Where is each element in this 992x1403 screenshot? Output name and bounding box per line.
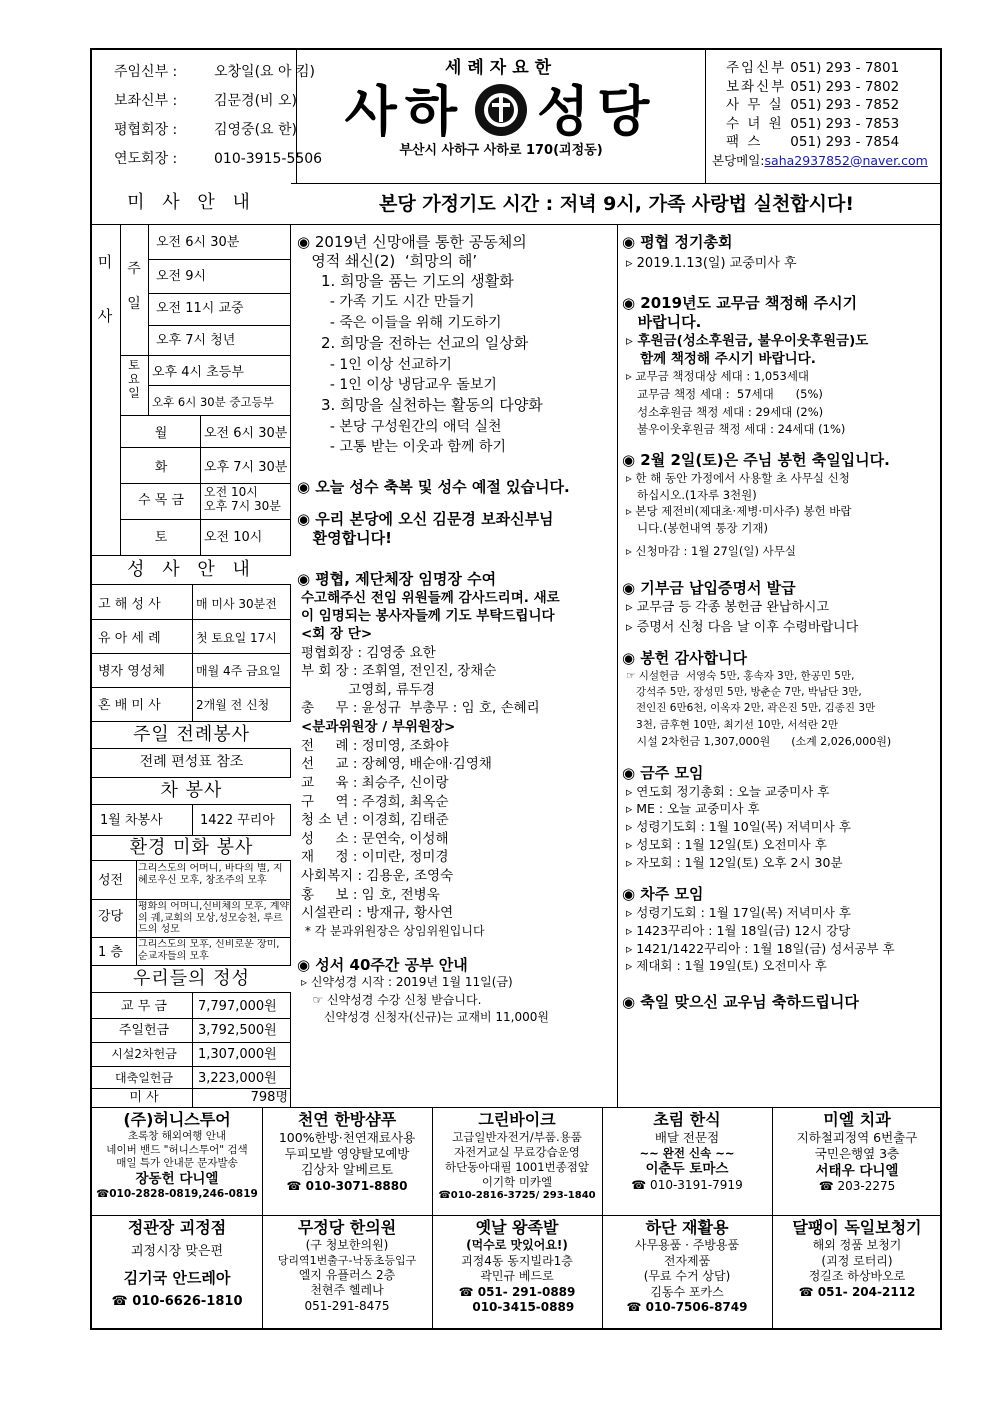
contact-row: 사 무 실 051) 293 - 7852 (726, 97, 900, 113)
staff-row: 연도회장 : 010-3915-5506 (114, 151, 323, 167)
sacrament-name: 혼 배 미 사 (98, 698, 161, 713)
section-title: ◉ 2019년도 교무금 책정해 주시기 바랍니다. (622, 294, 858, 331)
contact-row: 주임신부 051) 293 - 7801 (726, 60, 900, 76)
next-week-meetings: ▹ 성령기도회 : 1월 17일(목) 저녁미사 후 ▹ 1423꾸리아 : 1월 18일(금) 12시 강당 ▹ 1421/1422꾸리아 : 1월 18일(금) 성서공부 후 ▹ 제대회 : 1월 19일(토) 오전미사 후 (626, 905, 895, 974)
env-place: 성전 (98, 873, 124, 888)
ad-box: 그린바이크 고급일반자전거/부품.용품 자전거교실 무료강습운영 하단동아대필 1001번종점앞 이기학 미카엘 ☎010-2816-3725/ 293-1840 (438, 1110, 596, 1201)
sacrament-title: 성 사 안 내 (92, 555, 291, 585)
offering-amount: 7,797,000원 (198, 999, 277, 1014)
hope-list: 1. 희망을 품는 기도의 생활화 - 가족 기도 시간 만들기 - 죽은 이들을 위해 기도하기 2. 희망을 전하는 선교의 일상화 - 1인 이상 선교하기 - 1인 이상 냉담교우 돌보기 3. 희망을 실천하는 활동의 다양화 - 본당 구성원간의 애덕 실천 - 고통 받는 이웃과 함께 하기 (321, 271, 543, 456)
mass-time: 오전 6시 30분 (204, 426, 288, 441)
contact-info (706, 50, 942, 183)
email-row: 본당메일:saha2937852@naver.com (712, 152, 928, 168)
tea-month: 1월 차봉사 (100, 813, 163, 828)
env-place: 1 층 (98, 945, 123, 960)
parish-address: 부산시 사하구 사하로 170(괴정동) (399, 143, 603, 159)
env-place: 강당 (98, 909, 124, 924)
offering-name: 시설2차헌금 (111, 1047, 177, 1061)
offering-name: 대축일헌금 (115, 1071, 173, 1085)
weekday-label: 월 (154, 426, 168, 441)
ad-box: 옛날 왕족발 (먹수로 맛있어요!) 괴정4동 동지빌라1층 곽민규 베드로 ☎ 051- 291-0889 010-3415-0889 (458, 1218, 576, 1314)
contact-row: 팩 스 051) 293 - 7854 (726, 134, 900, 150)
staff-info (92, 50, 323, 183)
liturgy-text: 전례 편성표 참조 (139, 754, 244, 770)
staff-row: 주임신부 : 오창일(요 아 킴) (114, 64, 315, 80)
tea-title: 차 봉사 (92, 777, 291, 805)
weekday-label: 화 (154, 460, 168, 475)
ad-box: 미엘 치과 지하철괴정역 6번출구 국민은행옆 3층 서태우 다니엘 ☎ 203-2275 (796, 1110, 918, 1194)
tea-group: 1422 꾸리아 (200, 813, 275, 828)
offering-amount: 3,792,500원 (198, 1023, 277, 1038)
sunday-label: 주 일 (127, 261, 141, 312)
env-groups: 그리스도의 어머니, 바다의 별, 지혜로우신 모후, 창조주의 모후 (138, 863, 283, 886)
sacrament-name: 병자 영성체 (98, 664, 165, 679)
mass-time: 오전 6시 30분 (156, 235, 240, 250)
section-title: ◉ 우리 본당에 오신 김문경 보좌신부님 환영합니다! (297, 510, 554, 548)
mass-time: 오후 7시 청년 (156, 333, 236, 348)
sacrament-name: 유 아 세 례 (98, 631, 161, 646)
ad-box: 정관장 괴정점 괴정시장 맞은편 김기국 안드레아 ☎ 010-6626-1810 (111, 1218, 243, 1309)
staff-row: 평협회장 : 김영중(요 한) (114, 122, 297, 138)
section-title: ◉ 2월 2일(토)은 주님 봉헌 축일입니다. (622, 451, 890, 470)
mass-time: 오전 9시 (156, 269, 207, 284)
sacrament-time: 첫 토요일 17시 (196, 631, 277, 645)
offering-title: 우리들의 정성 (92, 965, 291, 993)
right-column (618, 225, 942, 1107)
banner-headline: 본당 가정기도 시간 : 저녁 9시, 가족 사랑법 실천합시다! (291, 183, 942, 225)
mass-time: 오후 4시 초등부 (152, 365, 244, 380)
appointment-intro: 수고해주신 전임 위원들께 감사드리며. 새로 이 임명되는 봉사자들께 기도 부탁드립니다 (301, 589, 560, 624)
weekday-label: 수 목 금 (138, 493, 184, 508)
parish-name: 사하 성당 (344, 79, 658, 144)
mass-side-label: 미 사 (97, 253, 113, 325)
section-title: ◉ 기부금 납입증명서 발급 (622, 579, 796, 598)
offering-name: 교 무 금 (121, 999, 167, 1014)
section-title: ◉ 오늘 성수 축복 및 성수 예절 있습니다. (297, 477, 570, 496)
staff-row: 보좌신부 : 김문경(비 오) (114, 93, 297, 109)
ad-box: (주)허니스투어 초록창 해외여행 안내 네이버 밴드 "허니스투어" 검색 매일 특가 안내문 문자발송 장동헌 다니엘 ☎010-2828-0819,246-0819 (96, 1110, 258, 1200)
ad-box: 무정당 한의원 (구 청보한의원) 당리역1번출구-낙동초등입구 엘지 유플러스 2층 천현주 헬레나 051-291-8475 (277, 1218, 417, 1314)
sacrament-name: 고 해 성 사 (98, 597, 161, 612)
donor-list: ☞ 시설헌금 서영숙 5만, 홍속자 3만, 한공민 5만, 강석주 5만, 장성민 5만, 방춘순 7만, 박남단 3만, 전인진 6만6천, 이옥자 2만, 곽은진 5만, 김종진 3만 3천, 금후현 10만, 최기선 10만, 서석란 2만 시설 2차헌금 1,307,000원 (소계 2,026,000원) (626, 669, 892, 748)
this-week-meetings: ▹ 연도회 정기총회 : 오늘 교중미사 후 ▹ ME : 오늘 교중미사 후 ▹ 성령기도회 : 1월 10일(목) 저녁미사 후 ▹ 성모회 : 1월 12일(토) 오전미사 후 ▹ 자모회 : 1월 12일(토) 오후 2시 30분 (626, 783, 851, 870)
section-title: ◉ 평협 정기총회 (622, 233, 733, 251)
ad-box: 달팽이 독일보청기 해외 정품 보청기 (괴정 로터리) 정길조 하상바오로 ☎ 051- 204-2112 (792, 1218, 922, 1299)
mass-time: 오전 10시 오후 7시 30분 (204, 485, 281, 514)
bulletin-page (90, 48, 942, 1330)
offering-amount: 3,223,000원 (198, 1071, 277, 1086)
section-title: ◉ 2019년 신망애를 통한 공동체의 영적 쇄신(2) ‘희망의 해’ (297, 233, 527, 270)
liturgy-title: 주일 전례봉사 (92, 721, 291, 749)
env-title: 환경 미화 봉사 (92, 835, 291, 861)
offering-name: 미 사 (129, 1090, 159, 1105)
offering-amount: 798명 (250, 1090, 288, 1105)
section-title: ◉ 평협, 제단체장 임명장 수여 (297, 569, 497, 588)
section-title: ◉ 축일 맞으신 교우님 축하드립니다 (622, 993, 859, 1012)
donation-cert-info: ▹ 교무금 등 각종 봉헌금 완납하시고 ▹ 증명서 신청 다음 날 이후 수령바랍니다 (626, 600, 859, 635)
notice-bold: ▹ 후원금(성소후원금, 불우이웃후원금)도 함께 책정해 주시기 바랍니다. (626, 332, 869, 367)
section-title: ◉ 차주 모임 (622, 885, 704, 904)
mass-time: 오전 10시 (204, 530, 263, 545)
mass-title: 미 사 안 내 (92, 183, 291, 225)
sacrament-time: 매 미사 30분전 (196, 597, 277, 611)
sacrament-time: 매월 4주 금요일 (196, 664, 281, 678)
mass-time: 오후 6시 30분 중고등부 (152, 395, 274, 409)
committee-list: <회 장 단> 평협회장 : 김영중 요한 부 회 장 : 조휘열, 전인진, 장채순 고영희, 류두경 총 무 : 윤성규 부총무 : 임 호, 손혜리 <분과위원장 / 부위원장> 전 례 : 정미영, 조화야 선 교 : 장혜영, 배순애·김영채 교 육 : 최승주, 신이랑 구 역 : 주경희, 최옥순 청 소 년 : 이경희, 김태준 성 소 : 문연숙, 이성해 재 정 : 이미란, 정미경 사회복지 : 김용운, 조영숙 홍 보 : 임 호, 전병욱 시설관리 : 방재규, 황사연 * 각 분과위원장은 상임위원입니다 (301, 625, 540, 938)
ad-box: 초림 한식 배달 전문점 ~~ 완전 신속 ~~ 이춘두 토마스 ☎ 010-3191-7919 (631, 1110, 743, 1193)
ad-box: 하단 재활용 사무용품 · 주방용품 전자제품 (무료 수거 상담) 김동수 포카스 ☎ 010-7506-8749 (626, 1218, 748, 1315)
pledge-stats: ▹ 교무금 책정대상 세대 : 1,053세대 교무금 책정 세대 : 57세대 (5%) 성소후원금 책정 세대 : 29세대 (2%) 불우이웃후원금 책정 세대 : 24세대 (1%) (626, 368, 846, 437)
saturday-label: 토 요 일 (128, 359, 140, 400)
ad-box: 천연 한방샴푸 100%한방·천연재료사용 두피모발 영양탈모예방 김상차 알베르토 ☎ 010-3071-8880 (278, 1110, 416, 1194)
section-title: ◉ 금주 모임 (622, 763, 704, 782)
weekday-label: 토 (154, 530, 168, 545)
notice-line: ▹ 2019.1.13(일) 교중미사 후 (626, 255, 797, 271)
schedule-column (92, 183, 291, 1107)
mass-time: 오후 7시 30분 (204, 460, 288, 475)
email-link[interactable]: saha2937852@naver.com (764, 152, 928, 168)
offering-amount: 1,307,000원 (198, 1047, 277, 1062)
church-logo-icon (475, 84, 527, 136)
env-groups: 그리스도의 모후, 신비로운 장미, 순교자들의 모후 (138, 939, 280, 962)
offering-name: 주일헌금 (118, 1023, 170, 1038)
bible-study-info: ▹ 신약성경 시작 : 2019년 1월 11일(금) ☞ 신약성경 수강 신청 받습니다. 신약성경 신청자(신규)는 교재비 11,000원 (301, 975, 549, 1025)
middle-column (291, 225, 618, 1107)
env-groups: 평화의 어머니,신비체의 모후, 계약의 궤,교회의 모상,성모승천, 루르드의 성모 (138, 901, 290, 935)
contact-row: 수 녀 원 051) 293 - 7853 (726, 115, 900, 132)
section-title: ◉ 봉헌 감사합니다 (622, 649, 747, 668)
section-title: ◉ 성서 40주간 공부 안내 (297, 955, 468, 974)
sacrament-time: 2개월 전 신청 (196, 698, 270, 712)
parish-title-block (297, 50, 706, 183)
candlemas-info: ▹ 한 해 동안 가정에서 사용할 초 사무실 신청 하십시오.(1자루 3천원) ▹ 본당 제전비(제대초·제병·미사주) 봉헌 바랍 니다.(봉헌내역 통장 기재) ▹ 신청마감 : 1월 27일(일) 사무실 (626, 470, 852, 558)
contact-row: 보좌신부 051) 293 - 7802 (726, 78, 900, 95)
mass-time: 오전 11시 교중 (156, 301, 244, 316)
parish-subtitle: 세례자요한 (444, 58, 558, 78)
